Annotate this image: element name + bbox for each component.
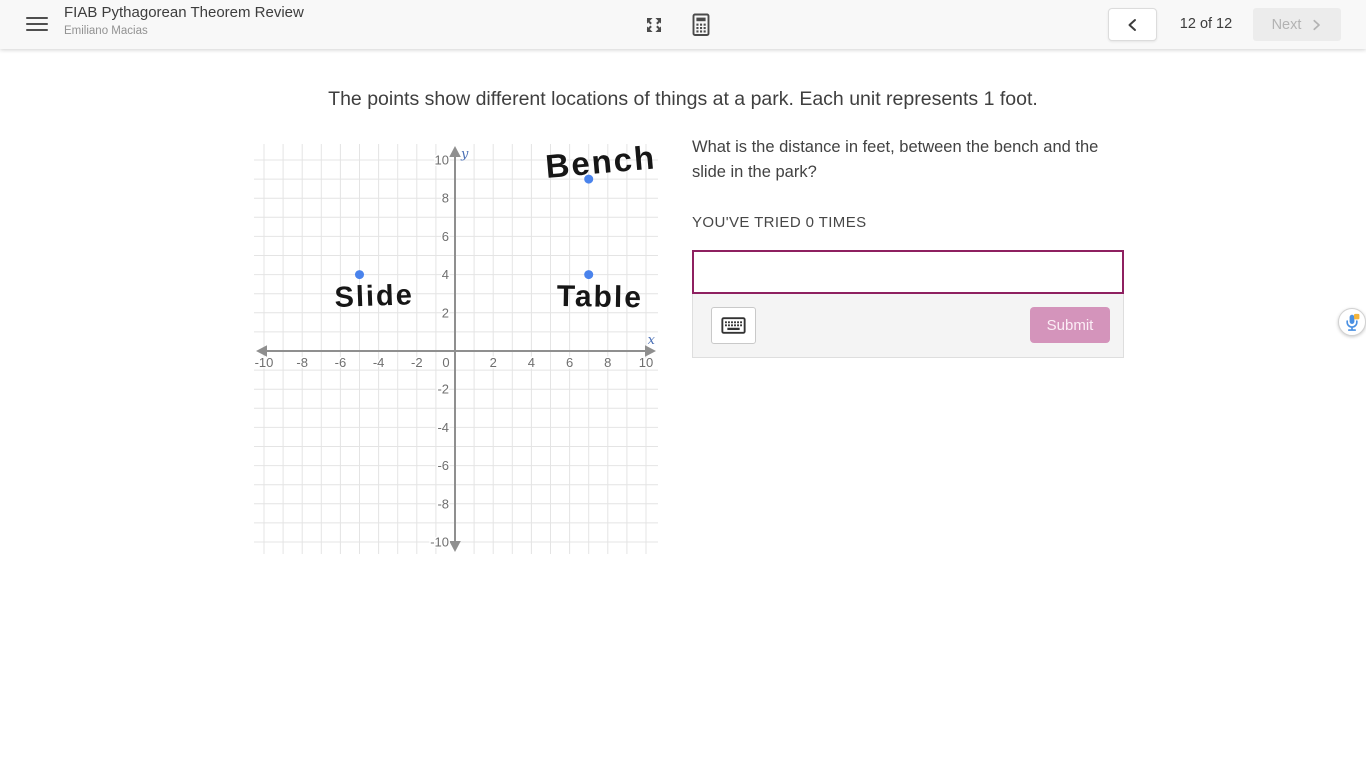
next-button-label: Next xyxy=(1271,16,1302,33)
svg-text:x: x xyxy=(647,333,655,348)
calculator-icon xyxy=(691,13,711,37)
svg-text:2: 2 xyxy=(441,305,449,321)
fullscreen-icon xyxy=(644,15,664,35)
next-button[interactable] xyxy=(1253,8,1341,41)
svg-text:Slide: Slide xyxy=(333,279,415,314)
previous-button[interactable] xyxy=(1108,8,1157,41)
coordinate-graph-svg xyxy=(254,144,658,554)
menu-icon[interactable] xyxy=(26,11,54,37)
app-header xyxy=(0,0,1366,49)
chevron-right-icon xyxy=(1310,19,1322,31)
svg-text:-4: -4 xyxy=(372,355,385,370)
calculator-button[interactable] xyxy=(688,12,714,38)
submit-button[interactable]: Submit xyxy=(1030,307,1110,343)
coordinate-graph xyxy=(254,144,658,554)
title-block xyxy=(64,3,304,37)
svg-text:-2: -2 xyxy=(437,381,449,397)
svg-text:10: 10 xyxy=(638,355,654,370)
fullscreen-button[interactable] xyxy=(641,12,667,38)
page-title: FIAB Pythagorean Theorem Review xyxy=(64,4,304,21)
svg-text:-10: -10 xyxy=(254,355,274,370)
svg-text:-6: -6 xyxy=(334,355,347,370)
svg-text:4: 4 xyxy=(527,355,536,370)
answer-input[interactable] xyxy=(694,252,1122,292)
student-name: Emiliano Macias xyxy=(64,25,148,37)
chevron-left-icon xyxy=(1126,18,1140,32)
microphone-icon xyxy=(1339,309,1365,336)
answer-toolbar xyxy=(692,294,1124,358)
svg-text:-10: -10 xyxy=(430,534,449,550)
svg-text:-8: -8 xyxy=(296,355,308,370)
answer-input-box xyxy=(692,250,1124,294)
svg-text:2: 2 xyxy=(489,355,497,370)
svg-text:8: 8 xyxy=(604,355,612,370)
answer-panel xyxy=(692,135,1124,358)
keyboard-icon xyxy=(721,317,746,334)
svg-text:0: 0 xyxy=(442,355,450,370)
pagination-label: 12 of 12 xyxy=(1179,16,1233,32)
question-prompt: The points show different locations of things at a park. Each unit represents 1 foot. xyxy=(328,88,1038,110)
svg-text:6: 6 xyxy=(565,355,574,370)
math-keyboard-button[interactable] xyxy=(711,307,756,344)
svg-text:-6: -6 xyxy=(437,458,449,474)
svg-text:6: 6 xyxy=(441,228,449,244)
svg-text:10: 10 xyxy=(434,152,449,168)
svg-text:8: 8 xyxy=(441,190,449,206)
svg-text:-8: -8 xyxy=(437,496,449,512)
attempts-status: YOU'VE TRIED 0 TIMES xyxy=(692,214,867,231)
svg-text:-2: -2 xyxy=(411,355,423,370)
mic-button[interactable] xyxy=(1338,308,1366,336)
svg-text:-4: -4 xyxy=(437,419,449,435)
svg-text:4: 4 xyxy=(441,267,449,283)
svg-text:Table: Table xyxy=(556,279,644,315)
svg-text:y: y xyxy=(461,147,469,162)
svg-text:Bench: Bench xyxy=(543,144,658,185)
question-text: What is the distance in feet, between the bench and the slide in the park? xyxy=(692,138,1099,181)
